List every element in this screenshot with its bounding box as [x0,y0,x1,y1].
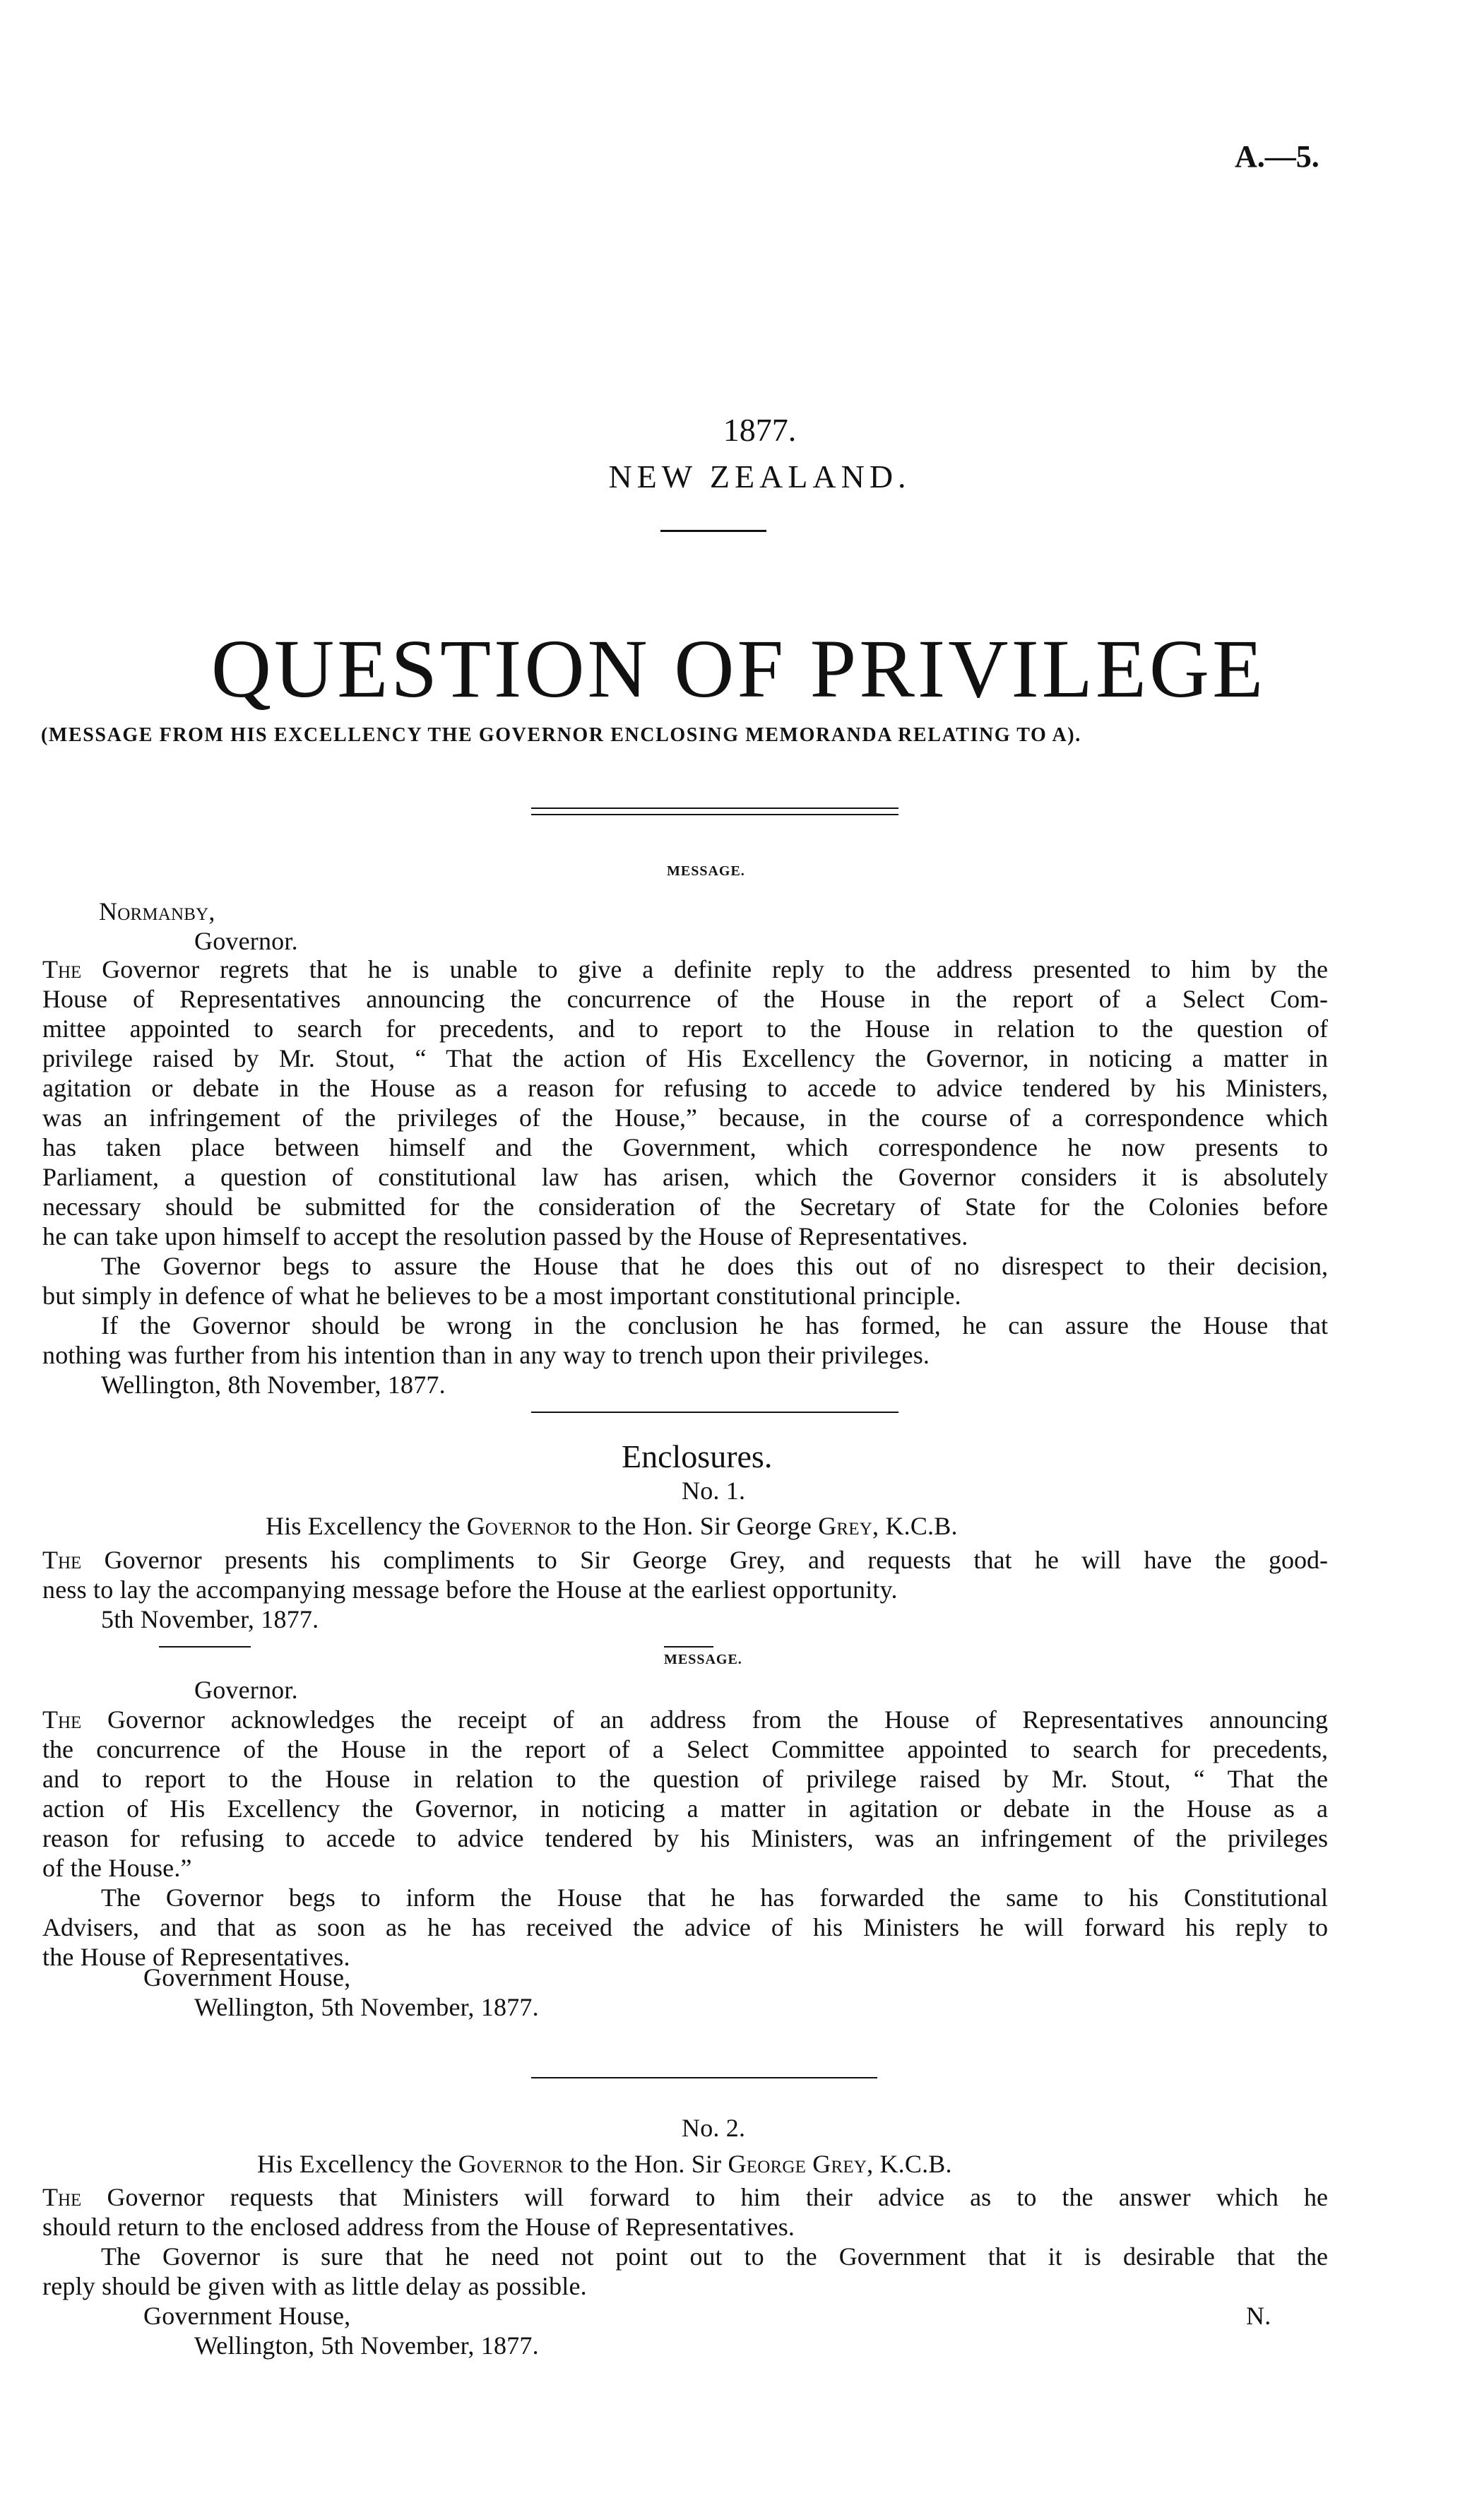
lead-word: The [42,1705,108,1734]
text-line: The Governor requests that Ministers will forward to him their advice as to the answer which he [42,2183,1328,2211]
short-rule-right [664,1646,713,1648]
text-line: The Governor is sure that he need not point out to the Government that it is desirable that the [101,2242,1328,2271]
text-line: House of Representatives announcing the concurrence of the House in the report of a Select Com- [42,985,1328,1013]
lead-word: The [42,2183,107,2211]
lead-word: The [42,1546,105,1574]
text-line: The Governor begs to inform the House that he has forwarded the same to his Constitutional [101,1883,1328,1912]
lead-word: The [42,955,102,983]
section-rule-2 [531,2077,877,2078]
text-line: and to report to the House in relation to the question of privilege raised by Mr. Stout, “ That the [42,1765,1328,1793]
message-heading: MESSAGE. [667,863,745,879]
title-rule [660,530,766,532]
series-reference: A.—5. [1235,139,1319,174]
text-line: nothing was further from his intention than in any way to trench upon their privileges. [42,1341,930,1369]
text-line: Parliament, a question of constitutional law has arisen, which the Governor considers it is absolutely [42,1163,1328,1191]
double-rule-top [531,808,898,809]
section-rule-1 [531,1412,898,1413]
text-line: privilege raised by Mr. Stout, “ That the action of His Excellency the Governor, in noticing a matter in [42,1044,1328,1072]
text-line: has taken place between himself and the Government, which correspondence he now presents to [42,1133,1328,1161]
text-line: the House of Representatives. [42,1943,350,1971]
text-line: mittee appointed to search for precedents, and to report to the House in relation to the question of [42,1014,1328,1043]
short-rule-left [159,1646,251,1648]
signer-title: Governor. [194,927,298,955]
text-line: necessary should be submitted for the consideration of the Secretary of State for the Colonies before [42,1193,1328,1221]
enclosure-2-number: No. 2. [682,2114,746,2142]
enclosure-1-address: His Excellency the Governor to the Hon. Sir George Grey, K.C.B. [266,1512,958,1540]
enclosure-1-number: No. 1. [682,1477,746,1505]
enclosure-1-place: Government House, [143,1963,351,1992]
text-line: should return to the enclosed address from the House of Representatives. [42,2213,795,2241]
enclosure-2-place: Government House, [143,2302,351,2330]
enclosure-2-address: His Excellency the Governor to the Hon. Sir George Grey, K.C.B. [257,2150,952,2178]
text-line: reply should be given with as little delay as possible. [42,2272,587,2300]
text-line: action of His Excellency the Governor, in noticing a matter in agitation or debate in the House as a [42,1794,1328,1823]
message-date: Wellington, 8th November, 1877. [101,1371,446,1399]
year: 1877. [723,412,797,448]
main-title: QUESTION OF PRIVILEGE [210,622,1267,715]
text-line: If the Governor should be wrong in the conclusion he has formed, he can assure the House that [101,1311,1328,1339]
enclosure-1-governor: Governor. [194,1676,298,1704]
double-rule-bottom [531,814,898,815]
text-line: agitation or debate in the House as a reason for refusing to accede to advice tendered by his Ministers, [42,1074,1328,1102]
enclosures-heading: Enclosures. [622,1438,773,1474]
text-line: the concurrence of the House in the report of a Select Committee appointed to search for precedents, [42,1735,1328,1763]
text-line: Advisers, and that as soon as he has received the advice of his Ministers he will forward his reply to [42,1913,1328,1941]
text-line: was an infringement of the privileges of the House,” because, in the course of a correspondence which [42,1104,1328,1132]
text-line: The Governor regrets that he is unable to give a definite reply to the address presented to him by the [42,955,1328,983]
text-line: of the House.” [42,1854,192,1882]
enclosure-2-place-date: Wellington, 5th November, 1877. [194,2331,539,2360]
text-line: The Governor acknowledges the receipt of an address from the House of Representatives announcing [42,1705,1328,1734]
text-line: but simply in defence of what he believes to be a most important constitutional principle. [42,1282,961,1310]
subtitle: (MESSAGE FROM HIS EXCELLENCY THE GOVERNOR ENCLOSING MEMORANDA RELATING TO A). [41,724,1081,746]
text-line: The Governor begs to assure the House that he does this out of no disrespect to their decision, [101,1252,1328,1280]
enclosure-1-date: 5th November, 1877. [101,1605,319,1633]
country: NEW ZEALAND. [608,459,911,495]
text-line: reason for refusing to accede to advice tendered by his Ministers, was an infringement of the privileges [42,1824,1328,1852]
enclosure-1-place-date: Wellington, 5th November, 1877. [194,1993,539,2021]
enclosure-2-signature: N. [1246,2302,1271,2330]
text-line: ness to lay the accompanying message before the House at the earliest opportunity. [42,1575,898,1604]
text-line: The Governor presents his compliments to Sir George Grey, and requests that he will have the good- [42,1546,1328,1574]
enclosure-1-message-heading: MESSAGE. [664,1652,742,1667]
signer-name: Normanby, [99,897,215,925]
text-line: he can take upon himself to accept the resolution passed by the House of Representatives. [42,1222,968,1250]
